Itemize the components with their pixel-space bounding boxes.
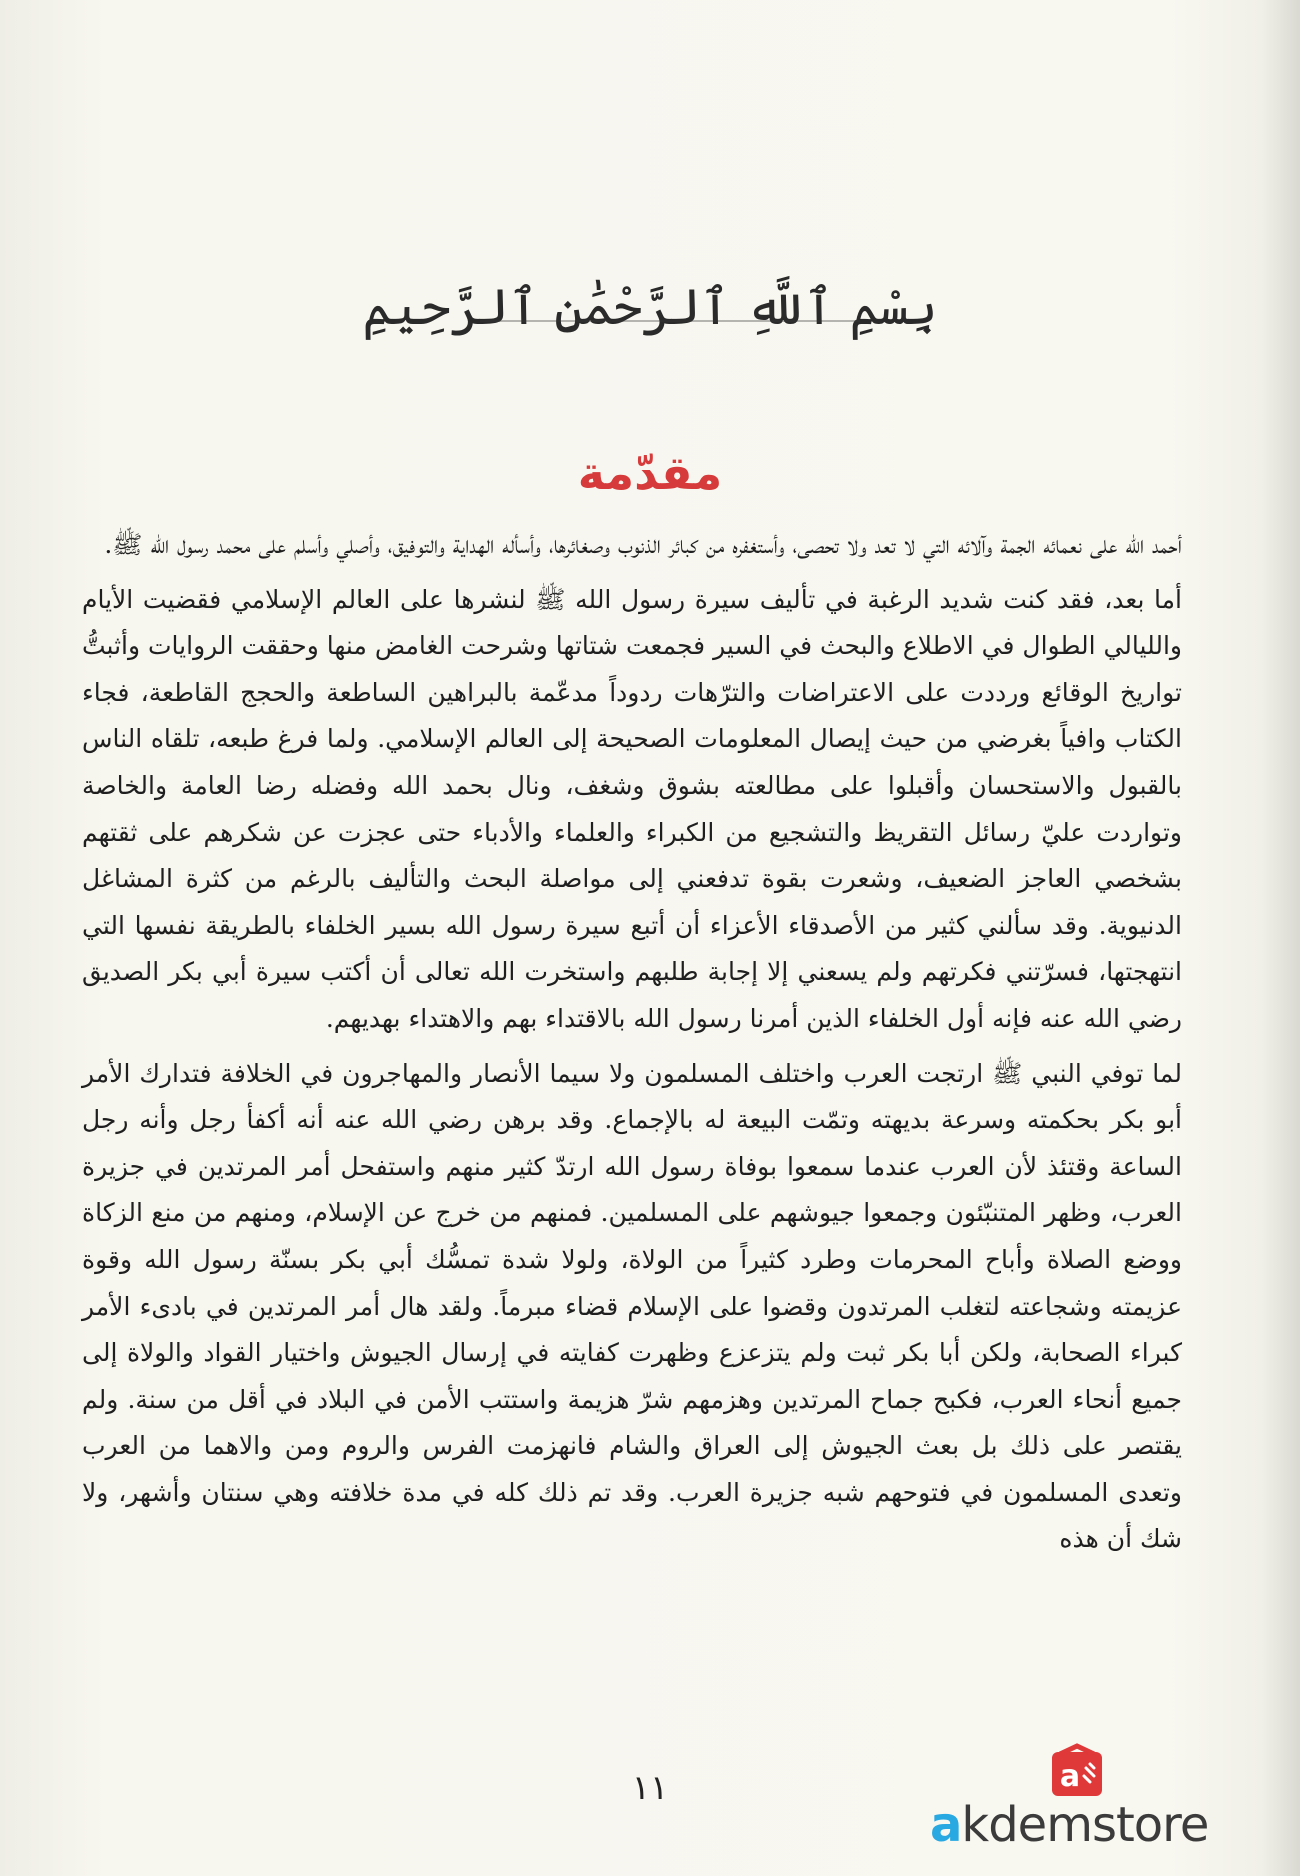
paragraph-3: لما توفي النبي ﷺ ارتجت العرب واختلف المسلمون ولا سيما الأنصار والمهاجرون في الخلافة فتدارك الأمر أبو بكر بحكمته وسرعة بديهته وتمّت البيعة له بالإجماع. وقد برهن رضي الله عنه أنه أكفأ رجل وأنه رجل الساعة وقتئذ لأن العرب عندما سمعوا بوفاة رسول الله ارتدّ كثير منهم واستفحل أمر المرتدين في جزيرة العرب، وظهر المتنبّئون وجمعوا جيوشهم على المسلمين. فمنهم من خرج عن الإسلام، ومنهم من منع الزكاة ووضع الصلاة وأباح المحرمات وطرد كثيراً من الولاة، ولولا شدة تمسُّك أبي بكر بسنّة رسول الله وقوة عزيمته وشجاعته لتغلب المرتدون وقضوا على الإسلام قضاء مبرماً. ولقد هال أمر المرتدين في بادىء الأمر كبراء الصحابة، ولكن أبا بكر ثبت ولم يتزعزع وظهرت كفايته في إرسال الجيوش واختيار القواد والولاة إلى جميع أنحاء العرب، فكبح جماح المرتدين وهزمهم شرّ هزيمة واستتب الأمن في البلاد في أقل من سنة. ولم يقتصر على ذلك بل بعث الجيوش إلى العراق والشام فانهزمت الفرس والروم ومن والاهما من العرب وتعدى المسلمون في فتوحهم شبه جزيرة العرب. وقد تم ذلك كله في مدة خلافته وهي سنتان وأشهر، ولا شك أن هذه xyxy=(82,1058,1182,1554)
akdemstore-watermark xyxy=(930,1742,1230,1853)
body-text xyxy=(82,522,1182,1571)
basmala: بِسْمِ ٱللَّهِ ٱلرَّحْمَٰنِ ٱلرَّحِيمِ xyxy=(362,278,938,336)
paragraph-2: أما بعد، فقد كنت شديد الرغبة في تأليف سيرة رسول الله ﷺ لنشرها على العالم الإسلامي فقضيت الأيام والليالي الطوال في الاطلاع والبحث في السير فجمعت شتاتها وشرحت الغامض منها وحققت الروايات وأثبتُّ تواريخ الوقائع ورددت على الاعتراضات والترّهات ردوداً مدعّمة بالبراهين الساطعة والحجج القاطعة، فجاء الكتاب وافياً بغرضي من حيث إيصال المعلومات الصحيحة إلى العالم الإسلامي. ولما فرغ طبعه، تلقاه الناس بالقبول والاستحسان وأقبلوا على مطالعته بشوق وشغف، ونال بحمد الله وفضله رضا العامة والخاصة وتواردت عليّ رسائل التقريظ والتشجيع من الكبراء والعلماء والأدباء حتى عجزت عن شكرهم على ثقتهم بشخصي العاجز الضعيف، وشعرت بقوة تدفعني إلى مواصلة البحث والتأليف بالرغم من كثرة المشاغل الدنيوية. وقد سألني كثير من الأصدقاء الأعزاء أن أتبع سيرة رسول الله بسير الخلفاء بالطريقة نفسها التي انتهجتها، فسرّتني فكرتهم ولم يسعني إلا إجابة طلبهم واستخرت الله تعالى أن أكتب سيرة أبي بكر الصديق رضي الله عنه فإنه أول الخلفاء الذين أمرنا رسول الله بالاقتداء بهم والاهتداء بهديهم. xyxy=(82,584,1182,1033)
paragraph-1: أحمد الله على نعمائه الجمة وآلائه التي لا تعد ولا تحصى، وأستغفره من كبائر الذنوب وصغائرها، وأسأله الهداية والتوفيق، وأصلي وأسلم على محمد رسول الله ﷺ. xyxy=(104,530,1182,559)
book-badge-icon xyxy=(1046,1742,1108,1804)
basmala-underline xyxy=(480,320,860,322)
page-heading: مقدّمة xyxy=(577,446,723,500)
page-number: ١١ xyxy=(631,1768,669,1808)
brand-prefix: a xyxy=(930,1797,962,1853)
brand-name xyxy=(930,1797,1230,1853)
brand-rest: kdemstore xyxy=(961,1797,1209,1853)
badge-letter: a xyxy=(1059,1759,1081,1794)
